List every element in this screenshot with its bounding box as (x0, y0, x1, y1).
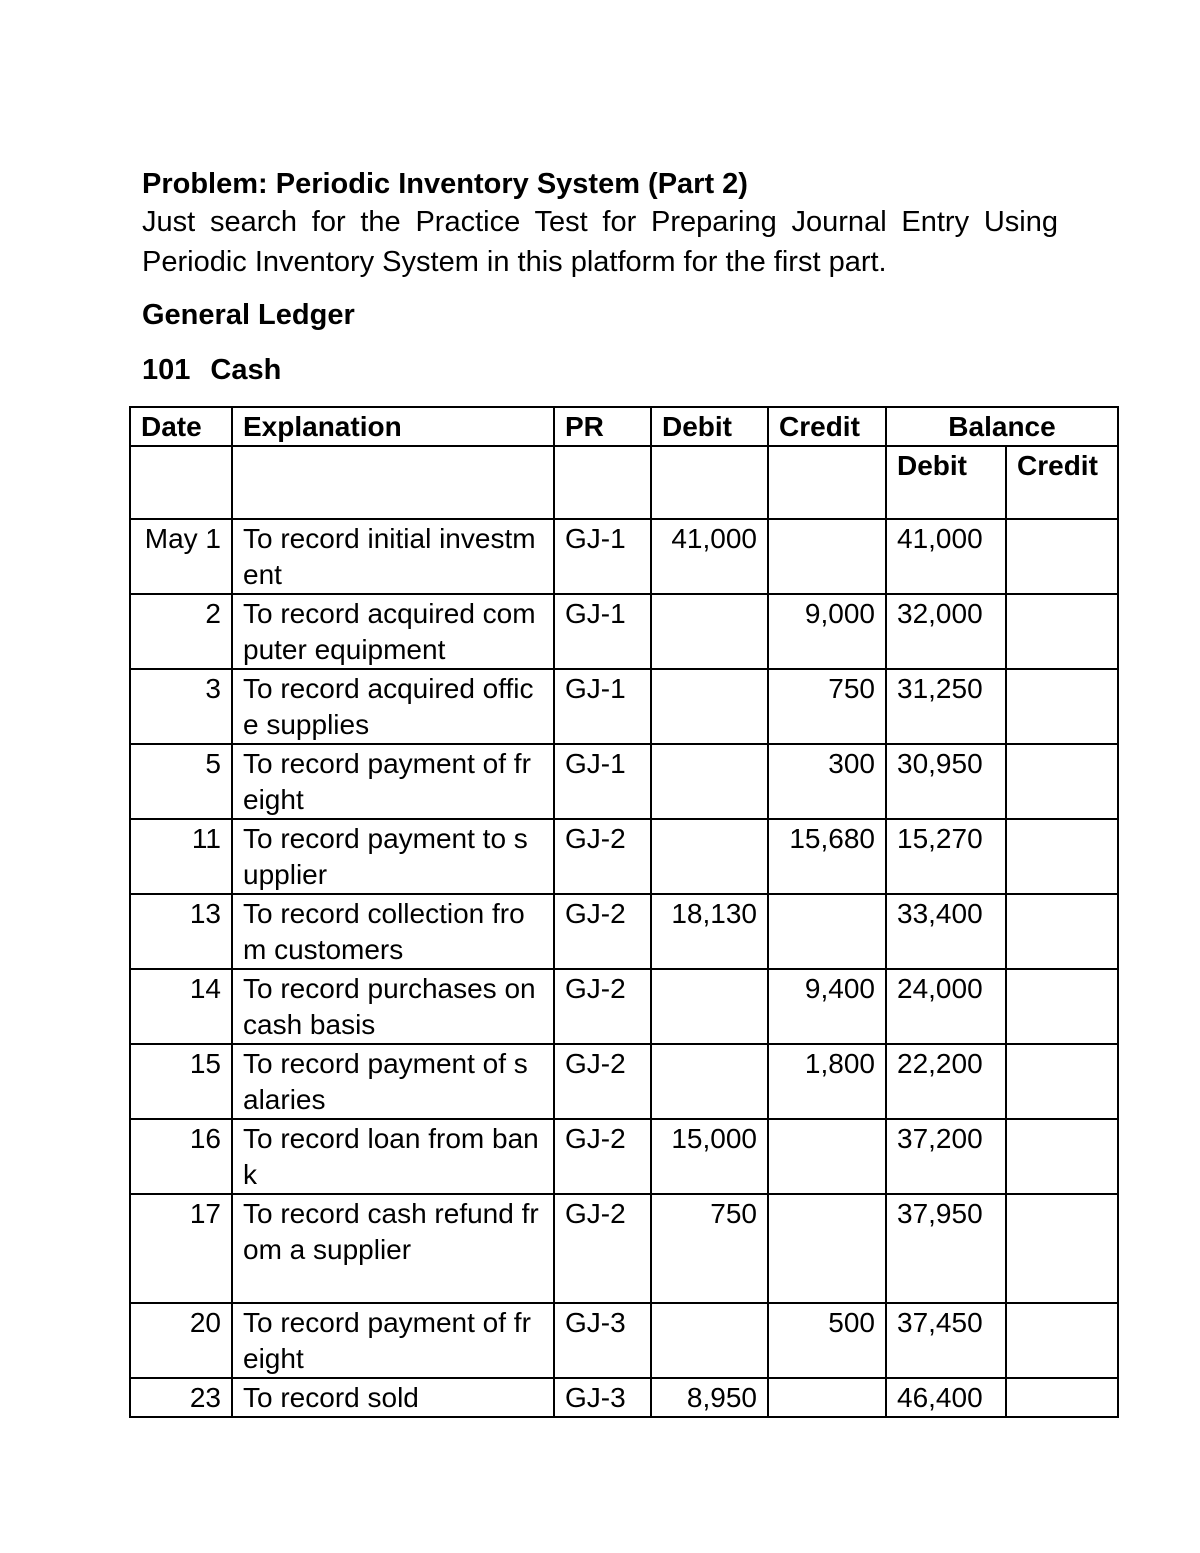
cell-debit (651, 1044, 768, 1119)
cell-date: 17 (130, 1194, 232, 1303)
header-subrow (130, 446, 1118, 519)
table-row (130, 744, 1118, 819)
cell-credit: 15,680 (768, 819, 886, 894)
cell-balance-debit: 22,200 (886, 1044, 1006, 1119)
cell-date: 20 (130, 1303, 232, 1378)
header-debit: Debit (651, 407, 768, 446)
cell-debit: 8,950 (651, 1378, 768, 1417)
cell-explanation: To record purchases on cash basis (232, 969, 554, 1044)
cell-credit: 300 (768, 744, 886, 819)
cell-date: 13 (130, 894, 232, 969)
cell-pr: GJ-1 (554, 744, 651, 819)
cell-debit (651, 669, 768, 744)
table-row (130, 519, 1118, 594)
cell-explanation: To record payment of salaries (232, 1044, 554, 1119)
cell-explanation: To record payment of freight (232, 1303, 554, 1378)
cell-balance-credit (1006, 1119, 1118, 1194)
cell-balance-credit (1006, 519, 1118, 594)
cell-credit (768, 1378, 886, 1417)
cell-debit (651, 594, 768, 669)
cell-balance-debit: 33,400 (886, 894, 1006, 969)
table-row (130, 1378, 1118, 1417)
cell-explanation: To record acquired office supplies (232, 669, 554, 744)
cell-credit (768, 894, 886, 969)
cell-credit: 750 (768, 669, 886, 744)
cell-explanation: To record acquired computer equipment (232, 594, 554, 669)
cell-debit: 41,000 (651, 519, 768, 594)
problem-title: Problem: Periodic Inventory System (Part 2) (142, 168, 748, 200)
cell-explanation: To record sold (232, 1378, 554, 1417)
cash-ledger-table (129, 406, 1119, 1418)
cell-credit: 9,000 (768, 594, 886, 669)
account-heading (142, 352, 281, 388)
cell-pr: GJ-3 (554, 1378, 651, 1417)
cell-credit: 9,400 (768, 969, 886, 1044)
table-row (130, 894, 1118, 969)
cell-pr: GJ-3 (554, 1303, 651, 1378)
problem-intro: Just search for the Practice Test for Preparing Journal Entry Using Periodic Inventory System in this platform for the first part. (142, 206, 1058, 278)
table-row (130, 969, 1118, 1044)
cell-explanation: To record payment to supplier (232, 819, 554, 894)
cell-credit (768, 519, 886, 594)
cell-pr: GJ-2 (554, 1044, 651, 1119)
cell-balance-credit (1006, 744, 1118, 819)
header-blank (130, 446, 232, 519)
cell-balance-credit (1006, 1044, 1118, 1119)
header-credit: Credit (768, 407, 886, 446)
cell-balance-credit (1006, 969, 1118, 1044)
cell-balance-credit (1006, 1194, 1118, 1303)
cell-balance-credit (1006, 1303, 1118, 1378)
cell-debit (651, 819, 768, 894)
header-balance: Balance (886, 407, 1118, 446)
cell-balance-credit (1006, 819, 1118, 894)
cell-balance-debit: 37,200 (886, 1119, 1006, 1194)
cell-explanation: To record loan from bank (232, 1119, 554, 1194)
cell-explanation: To record payment of freight (232, 744, 554, 819)
ledger-heading: General Ledger (142, 299, 355, 331)
cell-balance-credit (1006, 594, 1118, 669)
cell-debit: 18,130 (651, 894, 768, 969)
cell-balance-debit: 32,000 (886, 594, 1006, 669)
cell-balance-debit: 31,250 (886, 669, 1006, 744)
cell-pr: GJ-2 (554, 969, 651, 1044)
cell-explanation: To record collection from customers (232, 894, 554, 969)
cell-date: 14 (130, 969, 232, 1044)
cell-date: 15 (130, 1044, 232, 1119)
cell-balance-debit: 30,950 (886, 744, 1006, 819)
cell-explanation: To record initial investment (232, 519, 554, 594)
cell-balance-debit: 41,000 (886, 519, 1006, 594)
cell-debit (651, 744, 768, 819)
cell-balance-credit (1006, 669, 1118, 744)
cell-pr: GJ-1 (554, 594, 651, 669)
cell-pr: GJ-2 (554, 819, 651, 894)
cell-date: 16 (130, 1119, 232, 1194)
cell-pr: GJ-2 (554, 1119, 651, 1194)
header-blank (768, 446, 886, 519)
table-row (130, 1044, 1118, 1119)
header-blank (232, 446, 554, 519)
cell-date: May 1 (130, 519, 232, 594)
table-row (130, 1194, 1118, 1303)
cell-pr: GJ-2 (554, 894, 651, 969)
cell-debit: 15,000 (651, 1119, 768, 1194)
header-explanation: Explanation (232, 407, 554, 446)
cell-pr: GJ-1 (554, 669, 651, 744)
cell-balance-debit: 46,400 (886, 1378, 1006, 1417)
cell-credit: 500 (768, 1303, 886, 1378)
cell-pr: GJ-2 (554, 1194, 651, 1303)
table-row (130, 1119, 1118, 1194)
cell-debit (651, 1303, 768, 1378)
header-pr: PR (554, 407, 651, 446)
cell-credit: 1,800 (768, 1044, 886, 1119)
problem-section (142, 166, 1058, 282)
table-row (130, 819, 1118, 894)
cell-date: 23 (130, 1378, 232, 1417)
cell-date: 5 (130, 744, 232, 819)
cell-pr: GJ-1 (554, 519, 651, 594)
table-row (130, 1303, 1118, 1378)
cell-debit: 750 (651, 1194, 768, 1303)
cell-date: 11 (130, 819, 232, 894)
cell-explanation: To record cash refund from a supplier (232, 1194, 554, 1303)
cell-balance-credit (1006, 1378, 1118, 1417)
cell-balance-debit: 24,000 (886, 969, 1006, 1044)
header-balance-debit: Debit (886, 446, 1006, 519)
table-row (130, 594, 1118, 669)
header-row (130, 407, 1118, 446)
cell-balance-debit: 15,270 (886, 819, 1006, 894)
header-blank (651, 446, 768, 519)
account-number: 101 (142, 354, 191, 386)
cell-balance-credit (1006, 894, 1118, 969)
cell-debit (651, 969, 768, 1044)
cell-balance-debit: 37,450 (886, 1303, 1006, 1378)
cell-date: 3 (130, 669, 232, 744)
cell-balance-debit: 37,950 (886, 1194, 1006, 1303)
account-name: Cash (210, 354, 282, 386)
cell-credit (768, 1119, 886, 1194)
header-blank (554, 446, 651, 519)
header-balance-credit: Credit (1006, 446, 1118, 519)
header-date: Date (130, 407, 232, 446)
cell-credit (768, 1194, 886, 1303)
cell-date: 2 (130, 594, 232, 669)
table-row (130, 669, 1118, 744)
